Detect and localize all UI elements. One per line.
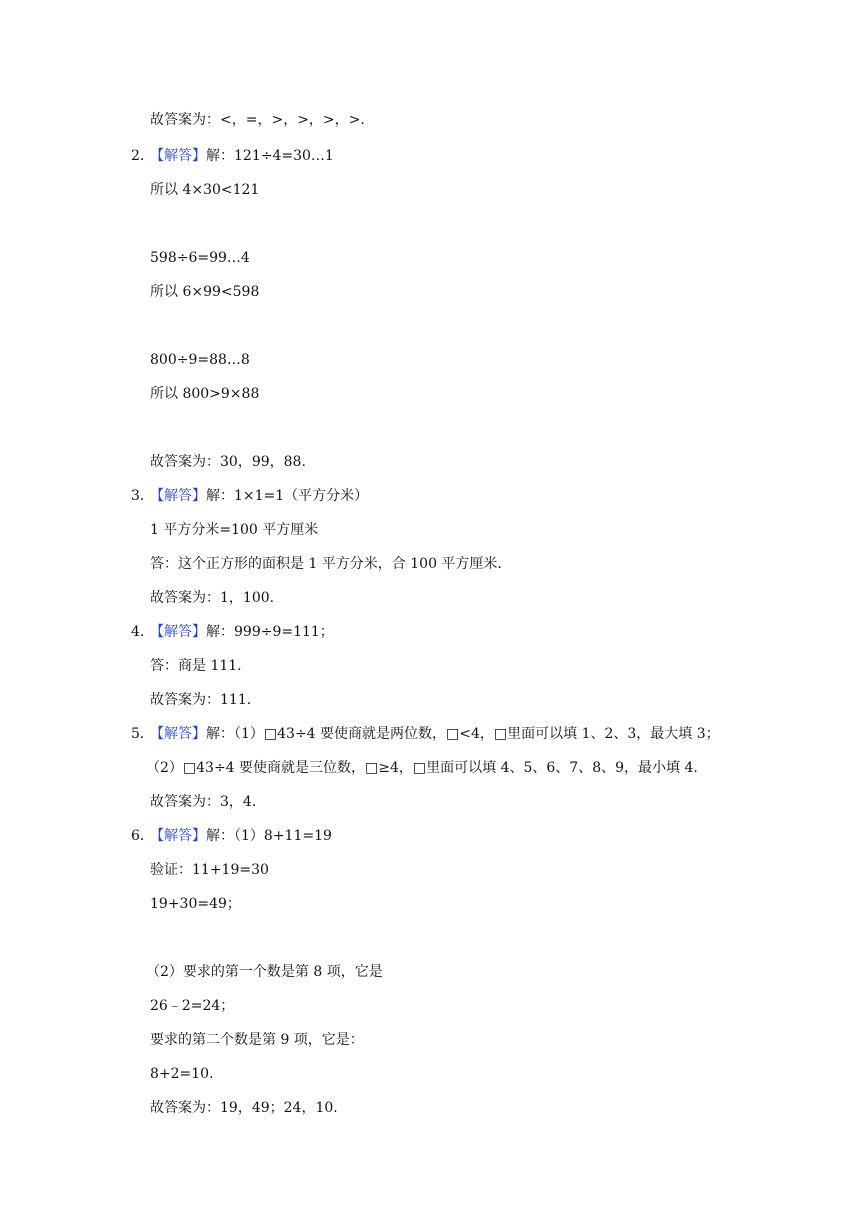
q3-answer: 答：这个正方形的面积是 1 平方分米，合 100 平方厘米.	[150, 556, 502, 572]
answer-tag: 【解答】	[150, 624, 206, 640]
q5-step-2: （2）□43÷4 要使商就是三位数，□≥4，□里面可以填 4、5、6、7、8、9，最小填 4.	[146, 760, 698, 776]
q6-step-6: 要求的第二个数是第 9 项，它是：	[150, 1032, 364, 1048]
q5-step-1: 解：（1）□43÷4 要使商就是两位数，□<4，□里面可以填 1、2、3，最大填 3；	[206, 726, 720, 742]
q6-step-7: 8+2=10.	[150, 1066, 214, 1082]
q3-step-2: 1 平方分米=100 平方厘米	[150, 522, 319, 538]
q4-number: 4．	[131, 624, 154, 640]
q3-step-1: 解：1×1=1（平方分米）	[206, 488, 369, 504]
q6-step-5: 26﹣2=24；	[150, 998, 235, 1014]
q5-number: 5．	[131, 726, 154, 742]
q2-step-2: 所以 4×30<121	[150, 182, 260, 198]
q3-solution	[150, 486, 368, 506]
q2-number: 2．	[131, 148, 154, 164]
answer-tag: 【解答】	[150, 726, 206, 742]
q6-step-3: 19+30=49；	[150, 896, 241, 912]
q2-step-4: 所以 6×99<598	[150, 284, 260, 300]
q3-number: 3．	[131, 488, 154, 504]
answer-tag: 【解答】	[150, 488, 206, 504]
q1-conclusion: 故答案为：<，=，>，>，>，>.	[150, 112, 365, 128]
q5-solution	[150, 724, 720, 744]
q6-solution	[150, 826, 332, 846]
q5-conclusion: 故答案为：3，4.	[150, 794, 257, 810]
q6-step-1: 解：（1）8+11=19	[206, 828, 332, 844]
q4-answer: 答：商是 111.	[150, 658, 242, 674]
q4-solution	[150, 622, 334, 642]
q4-conclusion: 故答案为：111.	[150, 692, 252, 708]
q2-solution	[150, 146, 334, 166]
answer-tag: 【解答】	[150, 828, 206, 844]
q6-conclusion: 故答案为：19，49；24，10.	[150, 1100, 338, 1116]
q2-step-3: 598÷6=99…4	[150, 250, 250, 266]
q6-step-2: 验证：11+19=30	[150, 862, 269, 878]
q6-number: 6．	[131, 828, 154, 844]
q6-step-4: （2）要求的第一个数是第 8 项，它是	[146, 964, 383, 980]
q2-conclusion: 故答案为：30，99，88.	[150, 454, 306, 470]
q2-step-6: 所以 800>9×88	[150, 386, 260, 402]
answer-tag: 【解答】	[150, 148, 206, 164]
q4-step-1: 解：999÷9=111；	[206, 624, 334, 640]
q3-conclusion: 故答案为：1，100.	[150, 590, 275, 606]
q2-step-5: 800÷9=88…8	[150, 352, 250, 368]
q2-step-1: 解：121÷4=30…1	[206, 148, 334, 164]
